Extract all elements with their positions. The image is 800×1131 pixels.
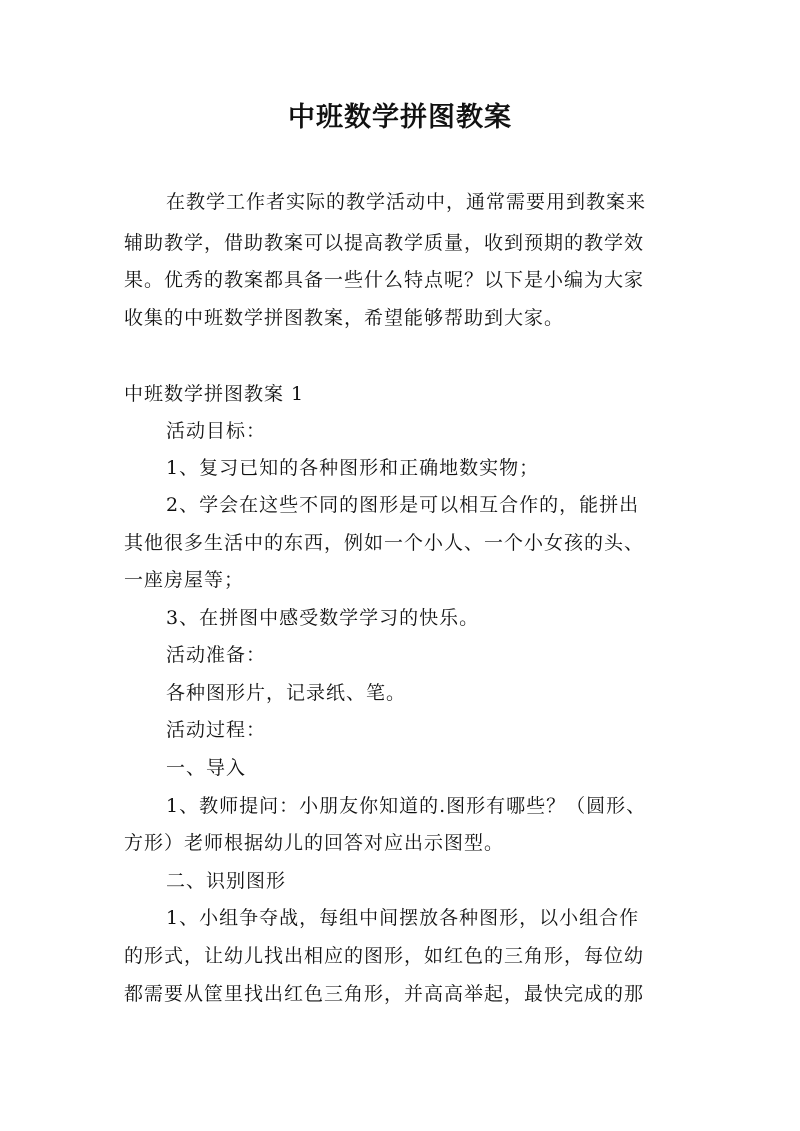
body-line-12: 方形）老师根据幼儿的回答对应出示图型。: [124, 832, 505, 854]
body-line-16: 都需要从筐里找出红色三角形，并高高举起，最快完成的那: [124, 983, 645, 1005]
body-line-15: 的形式，让幼儿找出相应的图形，如红色的三角形，每位幼: [124, 945, 645, 967]
body-line-5: 一座房屋等；: [124, 569, 245, 591]
intro-line-3: 果。优秀的教案都具备一些什么特点呢？以下是小编为大家: [124, 269, 645, 291]
body-line-7: 活动准备：: [166, 644, 267, 666]
body-line-6: 3、在拼图中感受数学学习的快乐。: [166, 607, 480, 629]
body-line-11: 1、教师提问：小朋友你知道的.图形有哪些？（圆形、: [166, 795, 647, 817]
body-line-9: 活动过程：: [166, 719, 267, 741]
body-line-2: 1、复习已知的各种图形和正确地数实物；: [166, 457, 540, 479]
body-line-1: 活动目标：: [166, 420, 267, 442]
body-line-8: 各种图形片，记录纸、笔。: [166, 682, 407, 704]
body-line-14: 1、小组争夺战，每组中间摆放各种图形，以小组合作: [166, 907, 640, 929]
body-line-13: 二、识别图形: [166, 870, 287, 892]
section-heading: 中班数学拼图教案 1: [124, 383, 305, 405]
intro-line-2: 辅助教学，借助教案可以提高教学质量，收到预期的教学效: [124, 232, 645, 254]
body-line-10: 一、导入: [166, 757, 247, 779]
document-title: 中班数学拼图教案: [288, 102, 512, 133]
body-line-3: 2、学会在这些不同的图形是可以相互合作的，能拼出: [166, 494, 640, 516]
intro-line-4: 收集的中班数学拼图教案，希望能够帮助到大家。: [124, 307, 565, 329]
body-line-4: 其他很多生活中的东西，例如一个小人、一个小女孩的头、: [124, 532, 645, 554]
intro-line-1: 在教学工作者实际的教学活动中，通常需要用到教案来: [166, 191, 647, 213]
